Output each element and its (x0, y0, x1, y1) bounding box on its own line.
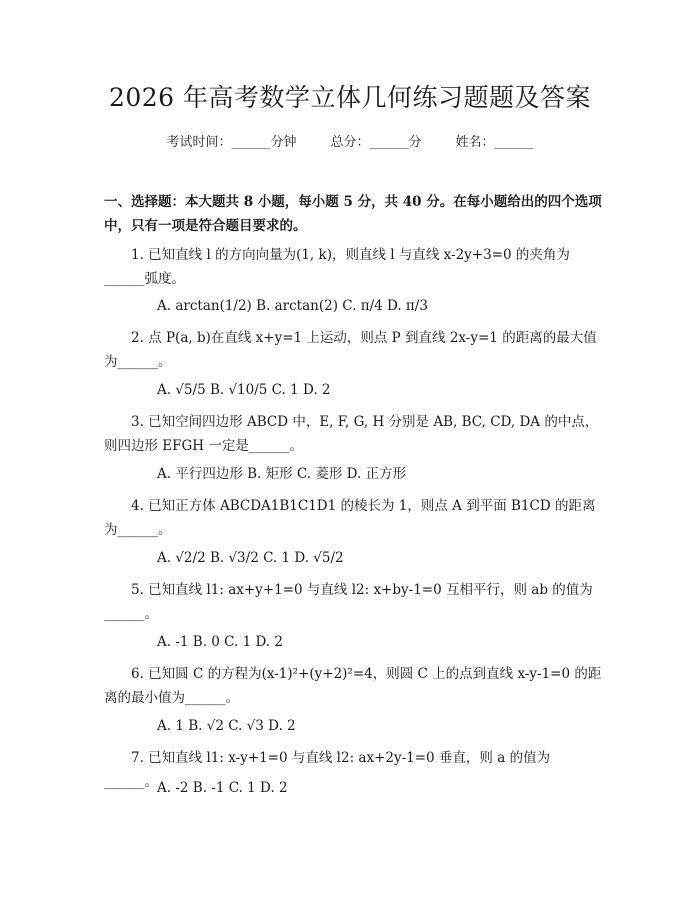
question-4: 4. 已知正方体 ABCDA1B1C1D1 的棱长为 1，则点 A 到平面 B1CD 的距离为______。 (104, 498, 596, 538)
section-heading: 一、选择题：本大题共 8 小题，每小题 5 分，共 40 分。在每小题给出的四个选项中，只有一项是符合题目要求的。 (104, 194, 602, 234)
total-score-field: 总分：______分 (330, 135, 422, 150)
student-name-field: 姓名：______ (455, 135, 534, 150)
question-5: 5. 已知直线 l1: ax+y+1=0 与直线 l2: x+by-1=0 互相平行，则 ab 的值为______。 (104, 582, 593, 622)
question-4-options: A. √2/2 B. √3/2 C. 1 D. √5/2 (157, 550, 344, 566)
exam-meta (0, 131, 700, 150)
question-1: 1. 已知直线 l 的方向向量为(1, k)，则直线 l 与直线 x-2y+3=0 的夹角为______弧度。 (104, 247, 570, 287)
question-1-options: A. arctan(1/2) B. arctan(2) C. π/4 D. π/3 (157, 298, 428, 314)
page-title: 2026 年高考数学立体几何练习题题及答案 (108, 83, 592, 112)
question-6: 6. 已知圆 C 的方程为(x-1)²+(y+2)²=4，则圆 C 上的点到直线 x-y-1=0 的距离的最小值为______。 (104, 666, 602, 706)
exam-time-field: 考试时间：______分钟 (166, 135, 297, 150)
question-2-options: A. √5/5 B. √10/5 C. 1 D. 2 (157, 382, 331, 398)
question-5-options: A. -1 B. 0 C. 1 D. 2 (157, 634, 283, 650)
question-7-options: A. -2 B. -1 C. 1 D. 2 (157, 780, 288, 796)
question-3: 3. 已知空间四边形 ABCD 中，E, F, G, H 分别是 AB, BC, CD, DA 的中点，则四边形 EFGH 一定是______。 (104, 414, 599, 454)
question-3-options: A. 平行四边形 B. 矩形 C. 菱形 D. 正方形 (157, 466, 407, 482)
question-6-options: A. 1 B. √2 C. √3 D. 2 (157, 718, 296, 734)
question-2: 2. 点 P(a, b)在直线 x+y=1 上运动，则点 P 到直线 2x-y=1 的距离的最大值为______。 (104, 330, 597, 370)
question-7: 7. 已知直线 l1: x-y+1=0 与直线 l2: ax+2y-1=0 垂直，则 a 的值为______。 (104, 750, 551, 790)
